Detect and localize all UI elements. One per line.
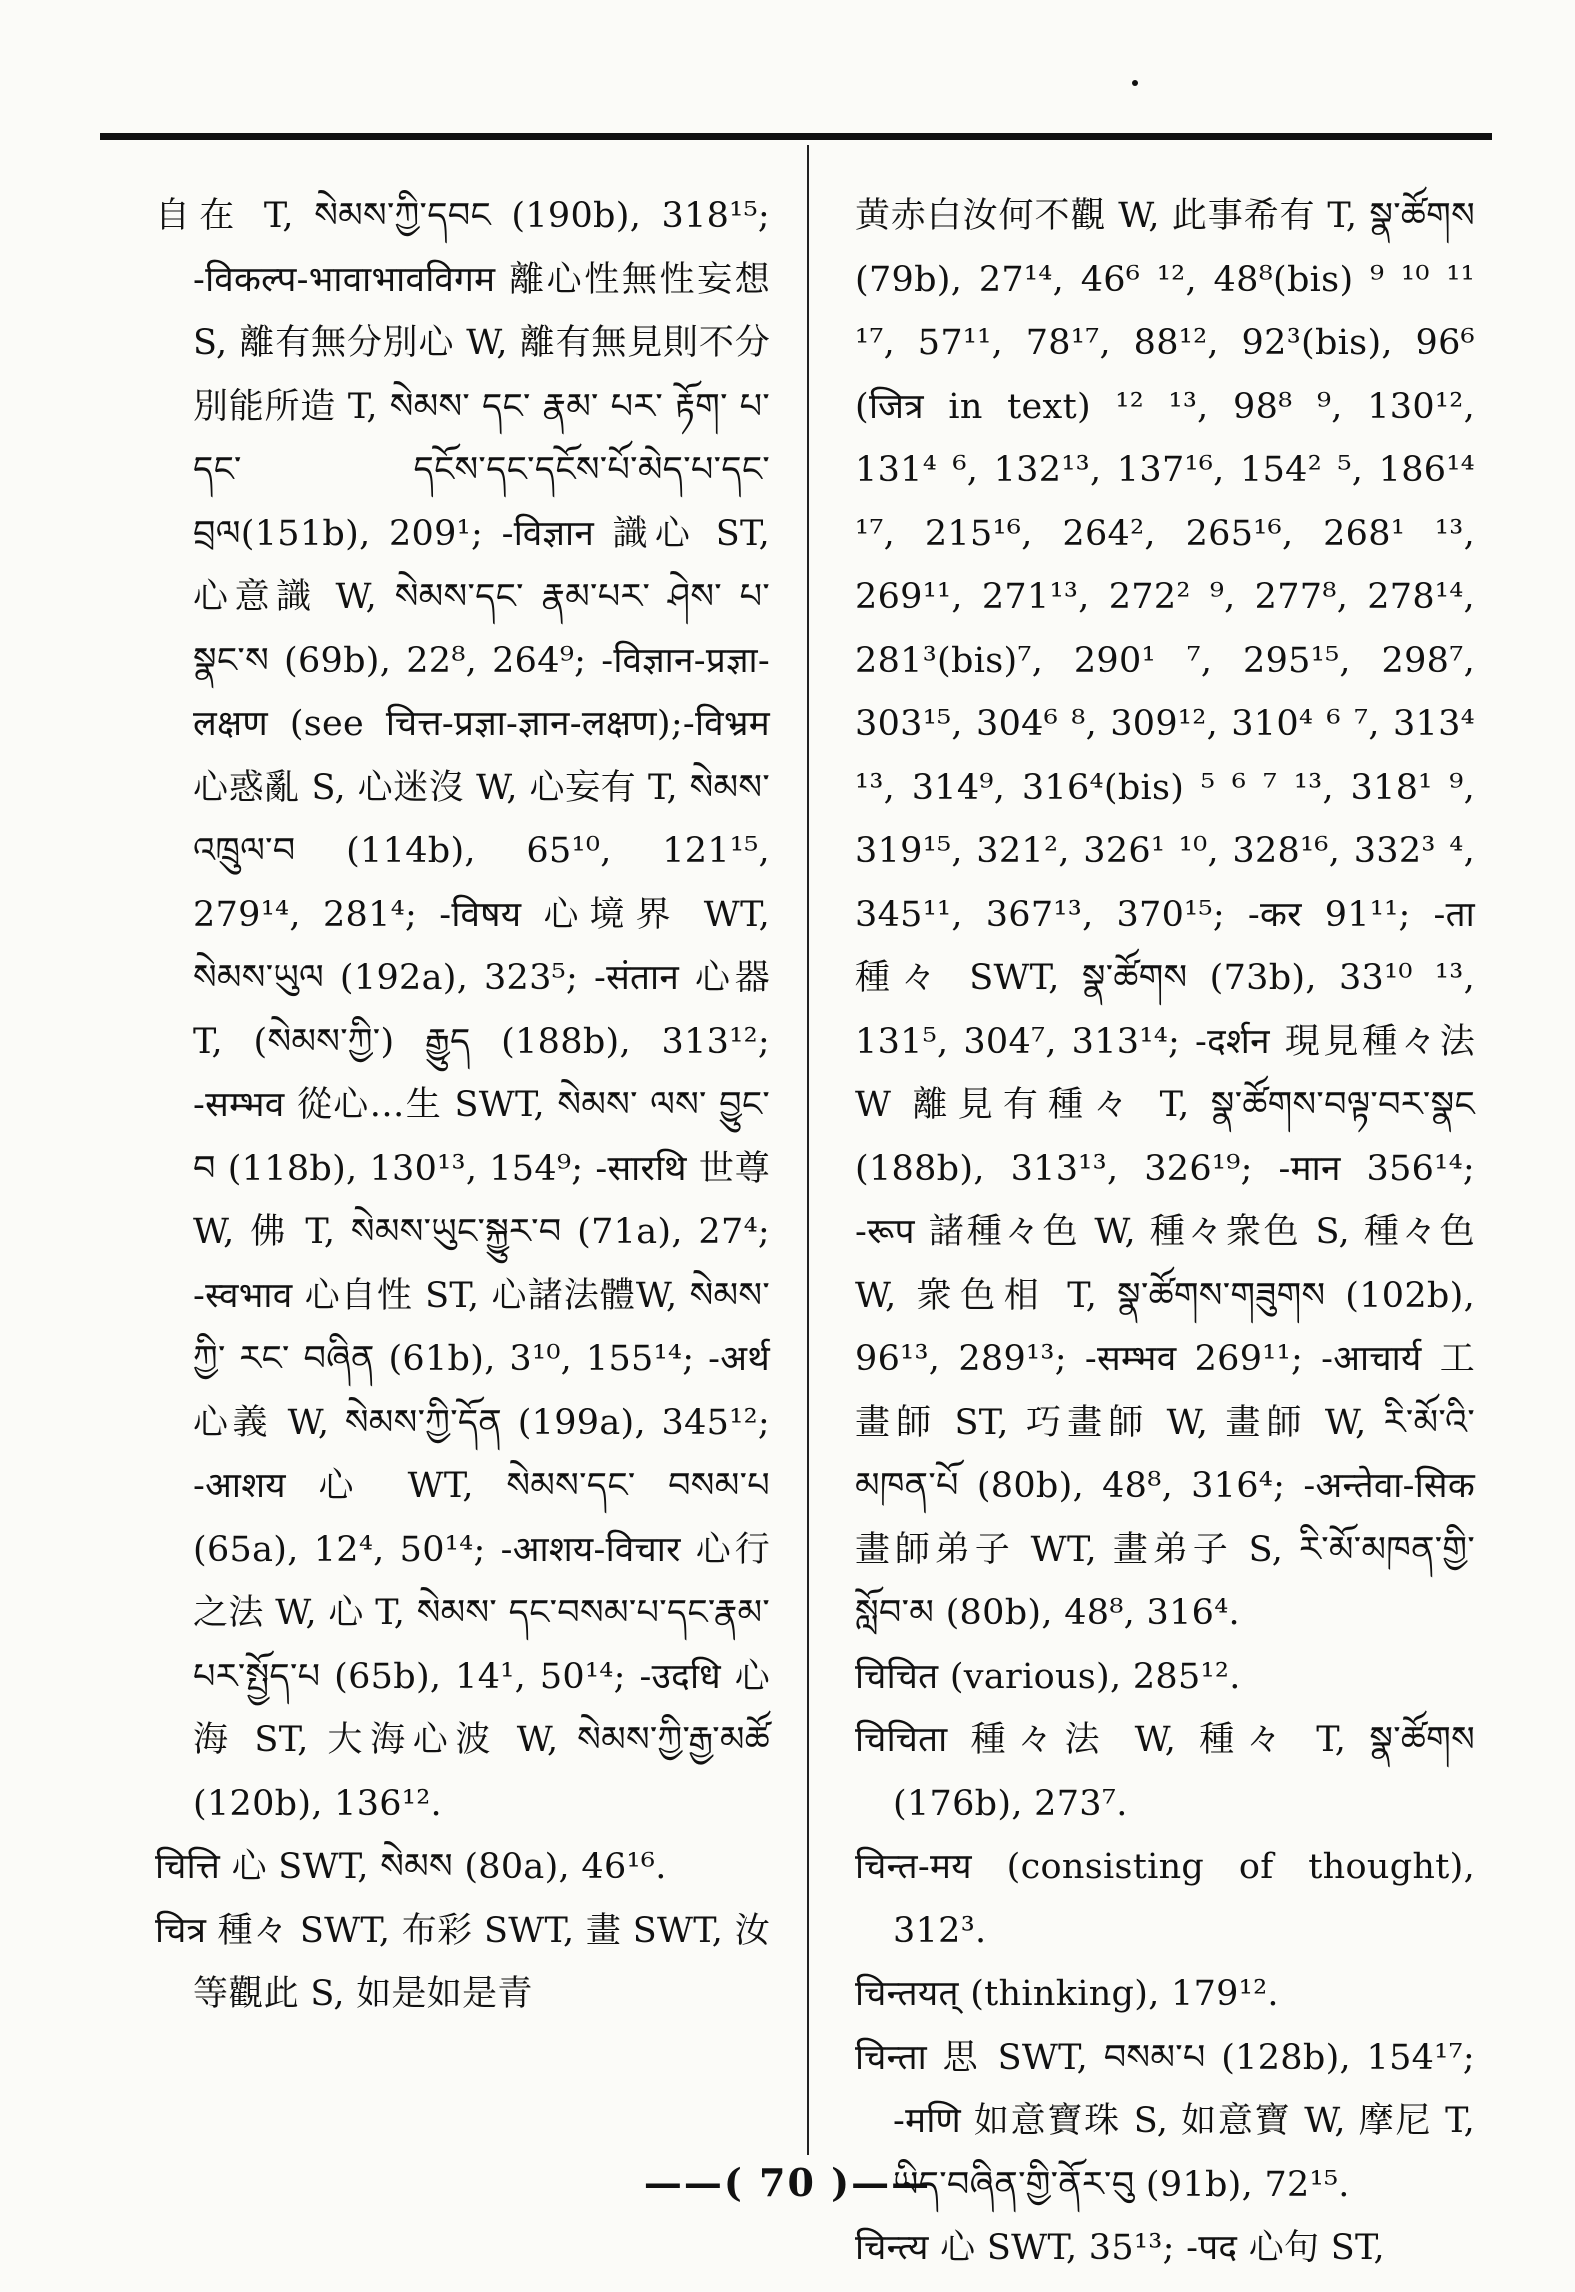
column-divider <box>807 145 809 2155</box>
entry-chintayat: चिन्तयत् (thinking), 179¹². <box>855 1974 1279 2014</box>
entry-chichita-2: चिचिता 種々法 W, 種々 T, སྣ་ཚོགས (176b), 273⁷. <box>855 1720 1475 1824</box>
entry-chinta-maya: चिन्त-मय (consisting of thought), 312³. <box>855 1847 1475 1951</box>
page-number: ——( 70 )—— <box>643 2160 932 2205</box>
stray-dot <box>1132 80 1138 86</box>
entry-chintya: चिन्त्य 心 SWT, 35¹³; -पद 心句 ST, <box>855 2228 1385 2268</box>
header-rule <box>100 133 1492 140</box>
entry-chitta-continued: 自在 T, སེམས་ཀྱི་དབང (190b), 318¹⁵; -विकल्प-भावाभावविगम 離心性無性妄想 S, 離有無分別心 W, 離有無見則不分別能所造 T, སེམས་ དང་ རྣམ་ པར་ རྟོག་ པ་ དང་ དངོས་དང་དངོས་པོ་མེད་པ་དང་བྲལ(151b), 209¹; -विज्ञान 識心 ST, 心意識 W, སེམས་དང་ རྣམ་པར་ ཤེས་ པ་ སྣང་ས (69b), 22⁸, 264⁹; -विज्ञान-प्रज्ञा-लक्षण (see चित्त-प्रज्ञा-ज्ञान-लक्षण);-विभ्रम 心惑亂 S, 心迷沒 W, 心妄有 T, སེམས་འཁྲུལ་བ (114b), 65¹⁰, 121¹⁵, 279¹⁴, 281⁴; -विषय 心境界 WT, སེམས་ཡུལ (192a), 323⁵; -संतान 心器 T, (སེམས་ཀྱི་) རྒྱུད (188b), 313¹²; -सम्भव 從心…生 SWT, སེམས་ ལས་ བྱུང་ བ (118b), 130¹³, 154⁹; -सारथि 世尊 W, 佛 T, སེམས་ཡུང་སྐྱུར་བ (71a), 27⁴; -स्वभाव 心自性 ST, 心諸法體W, སེམས་ ཀྱི་ རང་ བཞིན (61b), 3¹⁰, 155¹⁴; -अर्थ 心義 W, སེམས་ཀྱི་དོན (199a), 345¹²; -आशय 心 WT, སེམས་དང་ བསམ་པ (65a), 12⁴, 50¹⁴; -आशय-विचार 心行之法 W, 心 T, སེམས་ དང་བསམ་པ་དང་རྣམ་པར་སྤྱོད་པ (65b), 14¹, 50¹⁴; -उदधि 心海 ST, 大海心波 W, སེམས་ཀྱི་རྒྱ་མཚོ (120b), 136¹². <box>155 196 770 1824</box>
entry-chitti: चित्ति 心 SWT, སེམས (80a), 46¹⁶. <box>155 1847 667 1887</box>
left-column <box>155 185 770 2027</box>
entry-chichita: चिचित (various), 285¹². <box>855 1656 1241 1697</box>
entry-chitra-continued: 黄赤白汝何不觀 W, 此事希有 T, སྣ་ཚོགས (79b), 27¹⁴, 46⁶ ¹², 48⁸(bis) ⁹ ¹⁰ ¹¹ ¹⁷, 57¹¹, 78¹⁷, 88¹², 92³(bis), 96⁶ (जित्र in text) ¹² ¹³, 98⁸ ⁹, 130¹², 131⁴ ⁶, 132¹³, 137¹⁶, 154² ⁵, 186¹⁴ ¹⁷, 215¹⁶, 264², 265¹⁶, 268¹ ¹³, 269¹¹, 271¹³, 272² ⁹, 277⁸, 278¹⁴, 281³(bis)⁷, 290¹ ⁷, 295¹⁵, 298⁷, 303¹⁵, 304⁶ ⁸, 309¹², 310⁴ ⁶ ⁷, 313⁴ ¹³, 314⁹, 316⁴(bis) ⁵ ⁶ ⁷ ¹³, 318¹ ⁹, 319¹⁵, 321², 326¹ ¹⁰, 328¹⁶, 332³ ⁴, 345¹¹, 367¹³, 370¹⁵; -कर 91¹¹; -ता 種々 SWT, སྣ་ཚོགས (73b), 33¹⁰ ¹³, 131⁵, 304⁷, 313¹⁴; -दर्शन 現見種々法 W 離見有種々 T, སྣ་ཚོགས་བལྟ་བར་སྣང (188b), 313¹³, 326¹⁹; -मान 356¹⁴; -रूप 諸種々色 W, 種々衆色 S, 種々色 W, 衆色相 T, སྣ་ཚོགས་གཟུགས (102b), 96¹³, 289¹³; -सम्भव 269¹¹; -आचार्य 工畫師 ST, 巧畫師 W, 畫師 W, རི་མོ་འི་ མཁན་པོ (80b), 48⁸, 316⁴; -अन्तेवा-सिक 畫師弟子 WT, 畫弟子 S, རི་མོ་མཁན་གྱི་སློབ་མ (80b), 48⁸, 316⁴. <box>855 196 1475 1633</box>
entry-chinta: चिन्ता 思 SWT, བསམ་པ (128b), 154¹⁷; -मणि 如意寶珠 S, 如意寶 W, 摩尼 T, ཡིད་བཞིན་གྱི་ནོར་བུ (91b), 72¹⁵. <box>855 2037 1475 2205</box>
right-column <box>855 185 1475 2281</box>
entry-chitra: चित्र 種々 SWT, 布彩 SWT, 畫 SWT, 汝等觀此 S, 如是如是青 <box>155 1910 770 2014</box>
